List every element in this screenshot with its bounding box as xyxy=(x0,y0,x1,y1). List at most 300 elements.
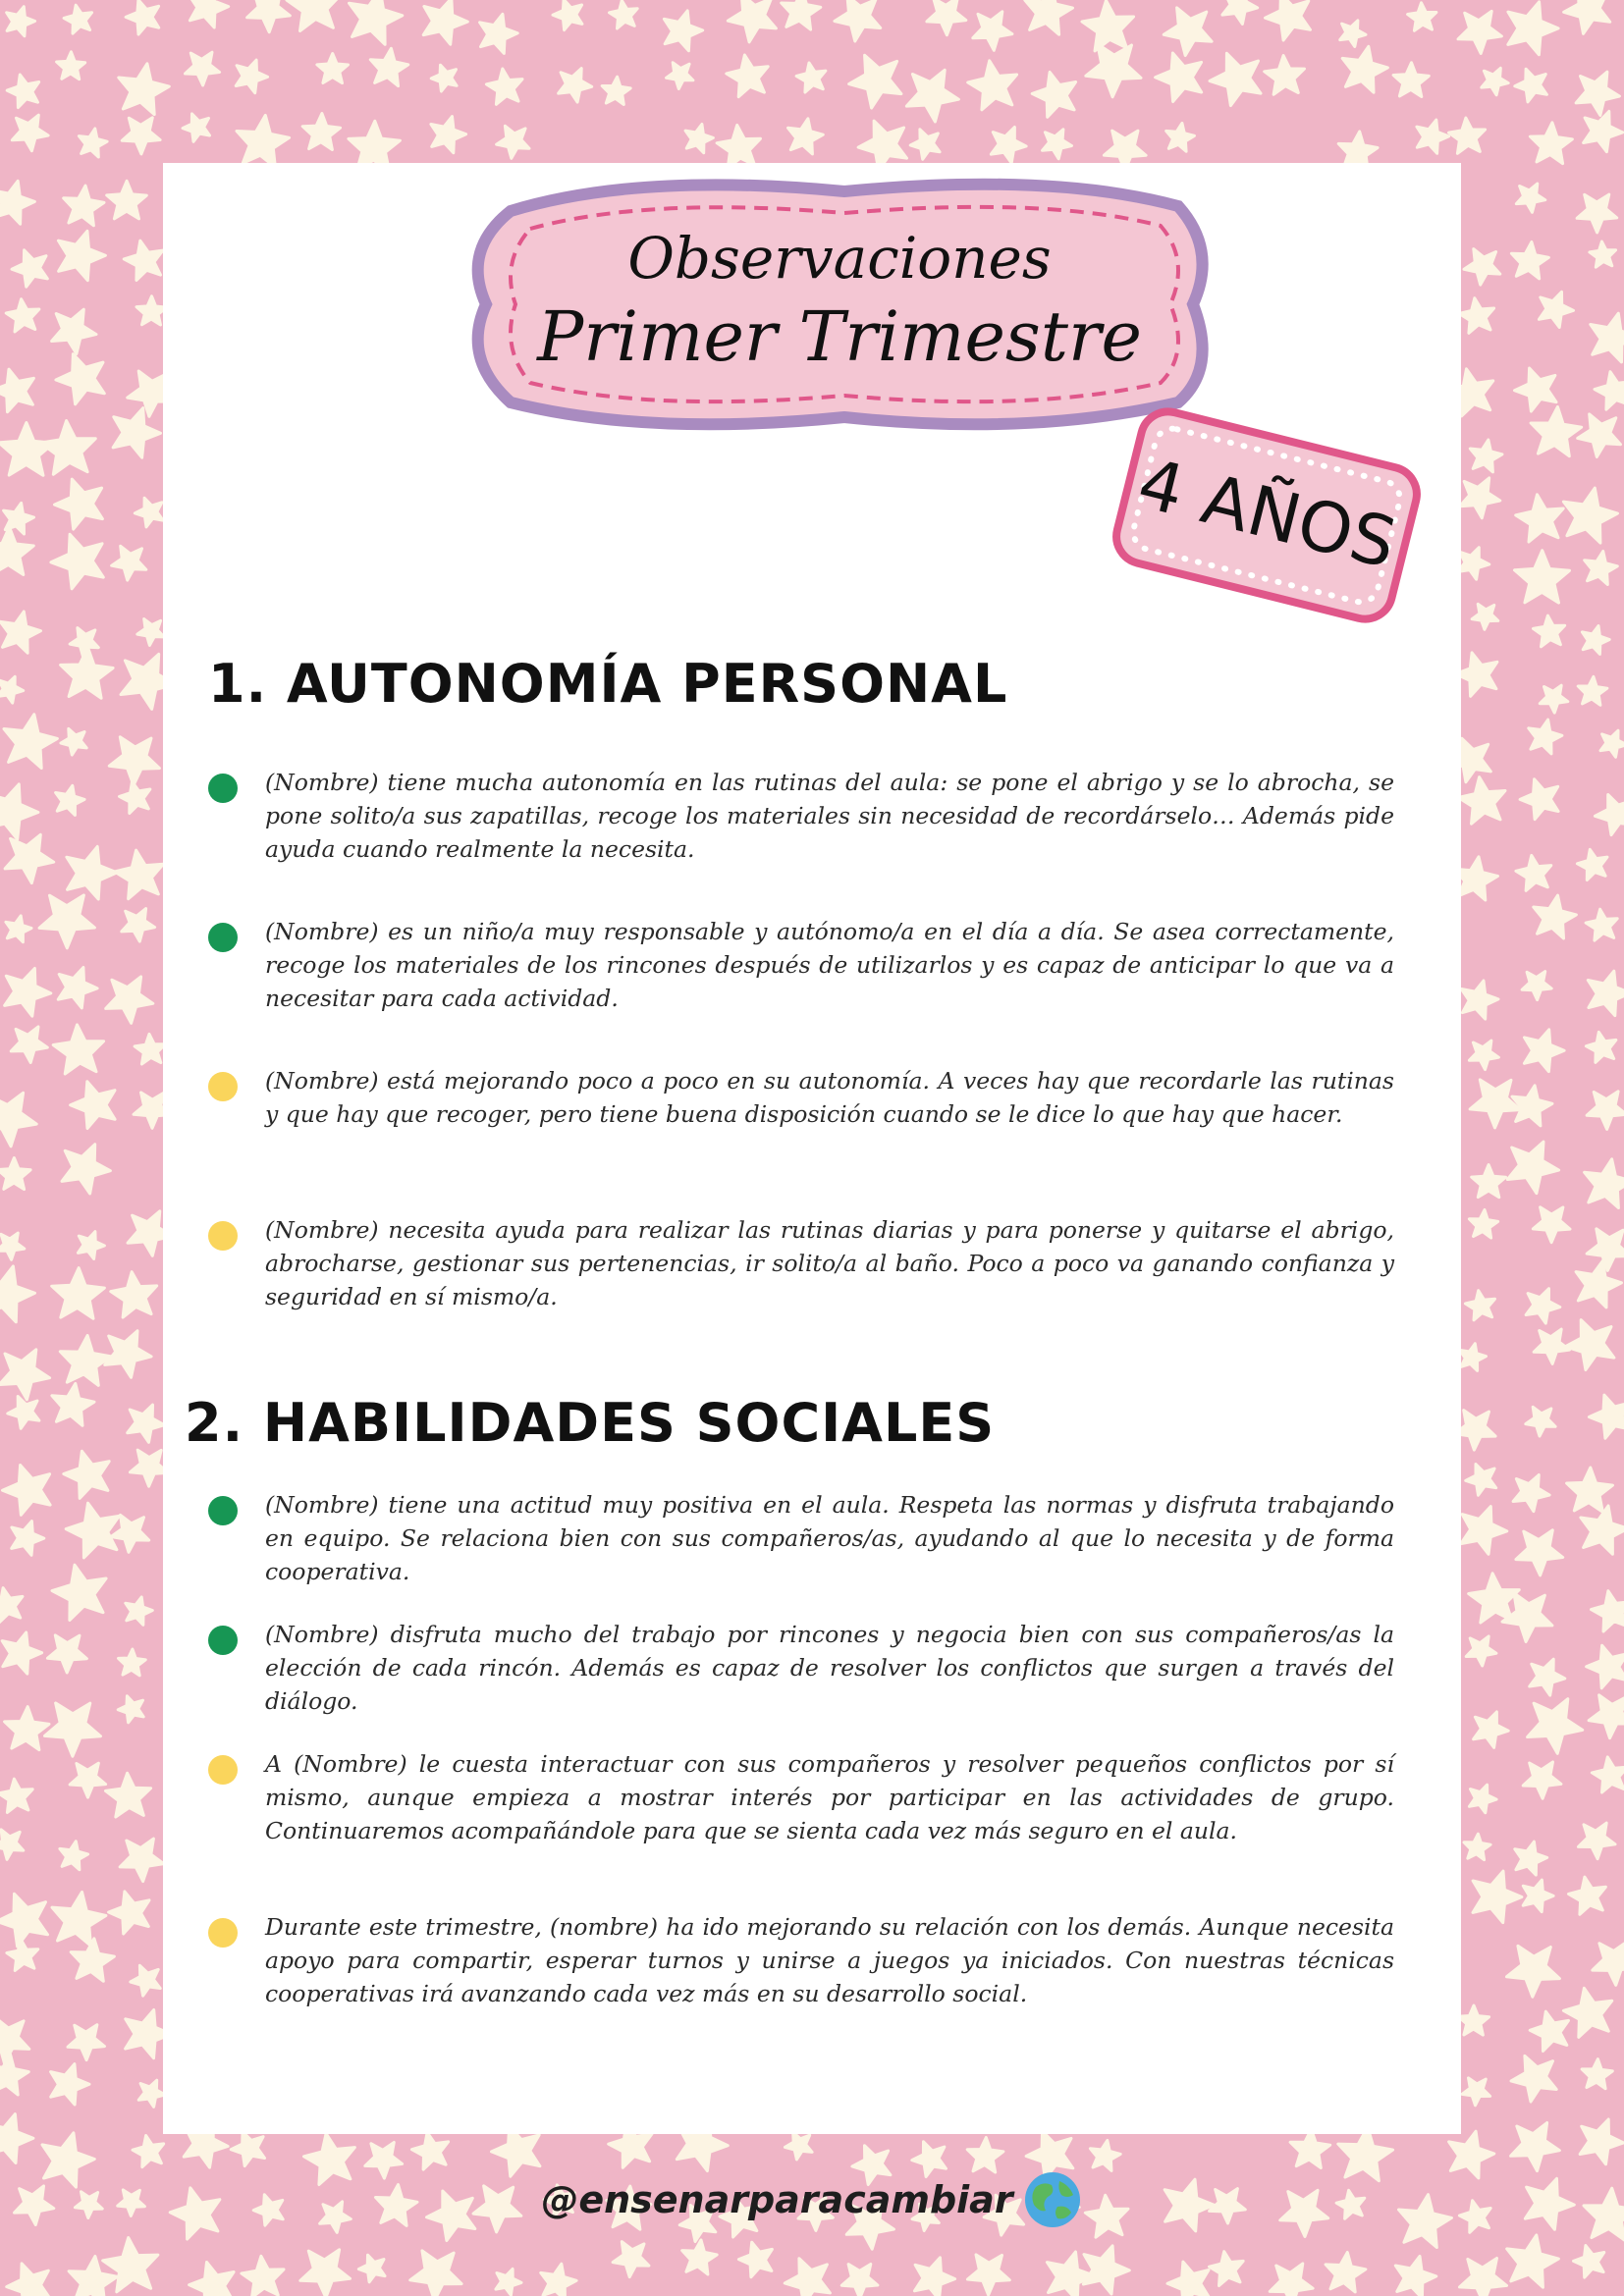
star-icon xyxy=(55,479,103,529)
star-icon xyxy=(1534,615,1565,647)
title-line-2: Primer Trimestre xyxy=(537,296,1142,377)
star-icon xyxy=(1534,895,1577,938)
star-icon xyxy=(1592,1591,1624,1631)
star-icon xyxy=(358,2255,385,2282)
star-icon xyxy=(1511,242,1548,279)
star-icon xyxy=(1526,1289,1560,1323)
social-handle[interactable]: @ensenarparacambiar xyxy=(541,2178,1013,2221)
star-icon xyxy=(0,1894,48,1947)
star-icon xyxy=(79,129,107,157)
star-icon xyxy=(124,240,163,280)
star-icon xyxy=(667,63,693,89)
star-icon xyxy=(1587,1645,1624,1688)
star-icon xyxy=(71,1939,114,1982)
star-icon xyxy=(0,1350,50,1400)
star-icon xyxy=(113,408,160,458)
star-icon xyxy=(1523,1762,1561,1798)
star-icon xyxy=(1520,779,1558,820)
star-icon xyxy=(0,181,34,224)
star-icon xyxy=(1460,2259,1507,2296)
star-icon xyxy=(1581,1506,1624,1554)
star-icon xyxy=(1515,551,1570,603)
star-icon xyxy=(236,60,267,93)
star-icon xyxy=(8,1397,39,1429)
star-icon xyxy=(1528,1699,1583,1754)
star-icon xyxy=(1582,626,1609,655)
star-icon xyxy=(1595,372,1624,410)
star-icon xyxy=(118,1696,143,1723)
star-icon xyxy=(1460,478,1500,518)
star-icon xyxy=(4,715,57,769)
star-icon xyxy=(1083,2246,1129,2294)
star-icon xyxy=(62,1145,110,1194)
star-icon xyxy=(302,114,340,150)
star-icon xyxy=(7,75,39,108)
star-icon xyxy=(1210,2252,1244,2286)
star-icon xyxy=(122,118,160,154)
star-icon xyxy=(0,2114,33,2163)
star-icon xyxy=(126,1597,153,1625)
star-icon xyxy=(0,676,24,703)
star-icon xyxy=(1469,1041,1498,1070)
star-icon xyxy=(0,423,54,476)
star-icon xyxy=(431,117,466,153)
star-icon xyxy=(835,0,881,41)
item-text: (Nombre) tiene mucha autonomía en las rutinas del aula: se pone el abrigo y se lo abrocha, se pone solito/a sus zapatillas, recoge los materiales sin necesidad de recordárselo… Además pide ayuda cuando realmente la necesita. xyxy=(265,769,1394,863)
star-icon xyxy=(1539,292,1573,327)
star-icon xyxy=(1395,2256,1436,2296)
green-dot-icon xyxy=(208,774,238,803)
section-heading-autonomia: 1. AUTONOMÍA PERSONAL xyxy=(208,653,1008,715)
star-icon xyxy=(497,126,529,158)
star-icon xyxy=(685,125,713,153)
star-icon xyxy=(7,2264,50,2296)
star-icon xyxy=(1164,8,1212,56)
star-icon xyxy=(186,52,220,85)
star-icon xyxy=(71,1082,116,1129)
star-icon xyxy=(682,2240,718,2274)
star-icon xyxy=(1449,118,1486,153)
star-icon xyxy=(1464,1834,1490,1859)
star-icon xyxy=(0,1266,35,1322)
star-icon xyxy=(1513,1475,1549,1512)
star-icon xyxy=(1507,1946,1560,1997)
star-icon xyxy=(906,70,958,122)
star-icon xyxy=(0,2017,29,2062)
star-icon xyxy=(12,115,48,151)
item-text: (Nombre) tiene una actitud muy positiva en el aula. Respeta las normas y disfruta trabajando en equipo. Se relaciona bien con sus compañeros/as, ayudando al que lo necesita y de forma cooperativa. xyxy=(265,1491,1394,1585)
star-icon xyxy=(1565,1320,1614,1370)
star-icon xyxy=(1600,730,1624,757)
star-icon xyxy=(1592,1757,1624,1792)
star-icon xyxy=(1515,69,1547,102)
star-icon xyxy=(1531,406,1582,455)
star-icon xyxy=(1587,1229,1624,1271)
star-icon xyxy=(1589,1395,1624,1438)
star-icon xyxy=(0,1830,24,1859)
star-icon xyxy=(107,181,147,219)
star-icon xyxy=(6,916,31,942)
star-icon xyxy=(1530,2011,1568,2051)
star-icon xyxy=(52,1565,106,1620)
star-icon xyxy=(51,534,103,589)
star-icon xyxy=(60,1336,111,1386)
green-dot-icon xyxy=(208,1496,238,1525)
star-icon xyxy=(1459,298,1494,334)
star-icon xyxy=(1464,249,1500,286)
star-icon xyxy=(1524,1030,1564,1072)
star-icon xyxy=(1576,1260,1621,1308)
star-icon xyxy=(991,128,1026,164)
star-icon xyxy=(119,64,170,115)
star-icon xyxy=(717,125,760,167)
star-icon xyxy=(1587,1092,1624,1130)
star-icon xyxy=(738,2242,772,2277)
star-icon xyxy=(1523,1880,1553,1912)
star-icon xyxy=(189,2263,235,2296)
star-icon xyxy=(968,61,1017,110)
star-icon xyxy=(1472,604,1498,629)
star-icon xyxy=(56,785,85,815)
globe-icon xyxy=(1022,2169,1083,2230)
star-icon xyxy=(1511,2056,1556,2102)
star-icon xyxy=(1578,676,1607,705)
star-icon xyxy=(1530,123,1572,164)
star-icon xyxy=(1082,0,1134,51)
star-icon xyxy=(115,850,164,899)
star-icon xyxy=(1025,0,1073,34)
star-icon xyxy=(1589,1695,1624,1738)
star-icon xyxy=(53,1025,103,1074)
star-icon xyxy=(103,2238,158,2292)
star-icon xyxy=(1461,981,1498,1019)
star-icon xyxy=(1595,795,1624,835)
star-icon xyxy=(410,2251,461,2296)
yellow-dot-icon xyxy=(208,1221,238,1251)
star-icon xyxy=(122,909,155,942)
star-icon xyxy=(1563,1988,1611,2037)
star-icon xyxy=(1530,1659,1565,1695)
star-icon xyxy=(1469,1209,1497,1238)
star-icon xyxy=(610,0,638,28)
item-text: (Nombre) disfruta mucho del trabajo por rincones y negocia bien con sus compañeros/as la elección de cada rincón. Además es capaz de resolver los conflictos que surgen a través del diálogo. xyxy=(265,1621,1394,1715)
star-icon xyxy=(1458,11,1501,53)
star-icon xyxy=(1591,313,1624,362)
star-icon xyxy=(1578,1823,1615,1859)
star-icon xyxy=(1326,2253,1366,2292)
star-icon xyxy=(1512,1086,1552,1126)
item-text: (Nombre) está mejorando poco a poco en su autonomía. A veces hay que recordarle las rutinas y que hay que recoger, pero tiene buena disposición cuando se le dice lo que hay que hacer. xyxy=(265,1067,1394,1128)
star-icon xyxy=(1473,1871,1522,1923)
star-icon xyxy=(1459,1344,1486,1371)
star-icon xyxy=(1576,72,1619,115)
star-icon xyxy=(1516,1530,1563,1575)
star-icon xyxy=(849,55,901,108)
star-icon xyxy=(370,48,408,85)
star-icon xyxy=(664,11,702,51)
yellow-dot-icon xyxy=(208,1072,238,1101)
star-icon xyxy=(45,1703,101,1756)
star-icon xyxy=(411,2132,448,2169)
star-icon xyxy=(1458,777,1505,825)
title-banner xyxy=(461,172,1218,437)
star-icon xyxy=(0,1158,30,1190)
star-icon xyxy=(109,1892,149,1934)
star-icon xyxy=(788,119,824,154)
star-icon xyxy=(56,354,104,404)
star-icon xyxy=(120,781,150,813)
star-icon xyxy=(1564,0,1610,33)
star-icon xyxy=(1522,972,1551,1000)
star-icon xyxy=(1516,855,1551,890)
star-icon xyxy=(1586,1032,1616,1062)
star-icon xyxy=(1470,440,1502,472)
star-icon xyxy=(52,309,96,353)
star-icon xyxy=(1466,1465,1496,1496)
star-icon xyxy=(486,69,522,104)
star-icon xyxy=(58,231,105,280)
star-icon xyxy=(11,1027,47,1063)
star-icon xyxy=(1515,1842,1547,1875)
star-icon xyxy=(128,1405,165,1442)
star-icon xyxy=(2,1632,41,1674)
star-icon xyxy=(973,12,1012,51)
star-icon xyxy=(133,2136,164,2167)
star-icon xyxy=(1290,2129,1330,2168)
star-icon xyxy=(106,977,153,1023)
star-icon xyxy=(105,1331,151,1378)
star-icon xyxy=(613,2242,649,2277)
star-icon xyxy=(6,299,39,332)
item-text: A (Nombre) le cuesta interactuar con sus compañeros y resolver pequeños conflictos por sí mismo, aunque empieza a mostrar interés por participar en las actividades de grupo. Continuaremos acompañándole para que se sienta cada vez más seguro en el aula. xyxy=(265,1750,1394,1844)
star-icon xyxy=(120,1839,164,1882)
star-icon xyxy=(1210,53,1261,105)
star-icon xyxy=(1577,194,1617,233)
star-icon xyxy=(52,1383,94,1425)
star-icon xyxy=(541,2264,576,2296)
star-icon xyxy=(1461,1507,1507,1555)
star-icon xyxy=(1508,2,1558,55)
star-icon xyxy=(1474,1712,1509,1748)
star-icon xyxy=(423,0,467,44)
star-icon xyxy=(967,2138,1003,2173)
star-icon xyxy=(64,1451,109,1498)
star-icon xyxy=(553,0,582,30)
star-icon xyxy=(189,0,229,27)
star-icon xyxy=(1466,1636,1496,1666)
star-icon xyxy=(431,65,457,91)
star-icon xyxy=(1515,368,1557,411)
star-icon xyxy=(1516,184,1545,212)
star-icon xyxy=(1458,548,1489,580)
star-icon xyxy=(728,0,776,42)
green-dot-icon xyxy=(208,1626,238,1655)
star-icon xyxy=(1472,1165,1506,1198)
star-icon xyxy=(1342,46,1387,92)
star-icon xyxy=(1582,2059,1612,2089)
star-icon xyxy=(68,2025,105,2060)
star-icon xyxy=(1563,488,1617,543)
star-icon xyxy=(1462,2078,1490,2106)
item-text: (Nombre) es un niño/a muy responsable y autónomo/a en el día a día. Se asea correctamente, recoge los materiales de los rincones después de utilizarlos y es capaz de anticipar lo que va a necesitar para cada actividad. xyxy=(265,918,1394,1012)
star-icon xyxy=(183,114,210,141)
star-icon xyxy=(12,1522,44,1556)
star-icon xyxy=(111,1272,157,1317)
item-text: Durante este trimestre, (nombre) ha ido mejorando su relación con los demás. Aunque necesita apoyo para compartir, esperar turnos y unirse a juegos ya iniciados. Con nuestras técnicas cooperativas irá avanzando cada vez más en su desarrollo social. xyxy=(265,1913,1394,2007)
star-icon xyxy=(1408,3,1436,31)
footer xyxy=(0,2169,1624,2230)
star-icon xyxy=(106,1773,151,1817)
star-icon xyxy=(0,1779,32,1812)
star-icon xyxy=(1417,120,1449,153)
yellow-dot-icon xyxy=(208,1755,238,1785)
star-icon xyxy=(237,115,290,167)
star-icon xyxy=(112,546,146,580)
star-icon xyxy=(1574,2246,1604,2278)
star-icon xyxy=(0,612,40,653)
star-icon xyxy=(39,895,94,948)
star-icon xyxy=(1580,2119,1623,2164)
star-icon xyxy=(0,527,33,575)
star-icon xyxy=(1265,56,1305,95)
age-label: 4 AÑOS xyxy=(1130,443,1404,585)
star-icon xyxy=(137,619,164,646)
yellow-dot-icon xyxy=(208,1918,238,1948)
star-icon xyxy=(64,186,104,226)
title-line-1: Observaciones xyxy=(627,225,1052,292)
star-icon xyxy=(727,55,768,97)
star-icon xyxy=(1032,72,1075,117)
star-icon xyxy=(119,1649,146,1676)
star-icon xyxy=(496,2269,521,2295)
star-icon xyxy=(3,1466,51,1516)
star-icon xyxy=(317,54,349,83)
star-icon xyxy=(782,0,821,29)
star-icon xyxy=(47,1635,86,1673)
star-icon xyxy=(1167,2262,1209,2296)
star-icon xyxy=(1577,849,1607,880)
star-icon xyxy=(1270,2264,1313,2296)
star-icon xyxy=(7,1940,38,1971)
star-icon xyxy=(1585,552,1618,585)
star-icon xyxy=(131,1965,160,1996)
section-heading-habilidades: 2. HABILIDADES SOCIALES xyxy=(185,1392,996,1454)
star-icon xyxy=(1458,2005,1489,2035)
star-icon xyxy=(1529,720,1562,754)
star-icon xyxy=(78,1232,104,1259)
item-text: (Nombre) necesita ayuda para realizar las rutinas diarias y para ponerse y quitarse el abrigo, abrocharse, gestionar sus pertenencias, ir solito/a al baño. Poco a poco va ganando confianza y seguridad en sí mismo/a. xyxy=(265,1216,1394,1310)
star-icon xyxy=(1578,414,1621,457)
star-icon xyxy=(0,1093,36,1147)
star-icon xyxy=(40,421,95,475)
star-icon xyxy=(1469,1785,1496,1813)
star-icon xyxy=(559,69,592,103)
star-icon xyxy=(1567,1468,1613,1512)
star-icon xyxy=(67,846,117,899)
star-icon xyxy=(1585,1159,1624,1208)
star-icon xyxy=(1507,2235,1559,2287)
star-icon xyxy=(1166,123,1195,151)
star-icon xyxy=(57,52,85,80)
star-icon xyxy=(1569,1877,1606,1914)
star-icon xyxy=(61,648,114,699)
star-icon xyxy=(927,0,966,35)
star-icon xyxy=(5,1707,49,1750)
star-icon xyxy=(231,2131,264,2165)
star-icon xyxy=(66,1503,119,1558)
star-icon xyxy=(841,2265,878,2296)
star-icon xyxy=(1507,1142,1558,1194)
star-icon xyxy=(0,784,38,839)
star-icon xyxy=(350,0,403,44)
star-icon xyxy=(5,969,51,1017)
star-icon xyxy=(52,1892,106,1946)
star-icon xyxy=(58,968,97,1009)
star-icon xyxy=(1043,130,1072,159)
star-icon xyxy=(1584,111,1623,151)
star-icon xyxy=(1526,1407,1555,1436)
star-icon xyxy=(64,5,92,33)
star-icon xyxy=(1454,857,1497,900)
star-icon xyxy=(70,1763,106,1797)
star-icon xyxy=(247,0,291,32)
star-icon xyxy=(135,1034,165,1064)
star-icon xyxy=(1393,63,1429,97)
star-icon xyxy=(1090,2140,1120,2170)
star-icon xyxy=(1590,241,1616,267)
star-icon xyxy=(1222,0,1258,25)
star-icon xyxy=(1340,21,1366,47)
star-icon xyxy=(1516,495,1564,542)
star-icon xyxy=(1266,0,1311,40)
star-icon xyxy=(1465,1291,1494,1320)
star-icon xyxy=(138,2080,165,2107)
star-icon xyxy=(0,1233,25,1259)
star-icon xyxy=(1586,909,1617,940)
star-icon xyxy=(1470,1080,1520,1128)
star-icon xyxy=(1533,1207,1570,1243)
star-icon xyxy=(1593,1942,1624,1985)
star-icon xyxy=(1588,971,1624,1015)
star-icon xyxy=(109,737,159,785)
star-icon xyxy=(60,1842,88,1870)
star-icon xyxy=(602,77,630,104)
star-icon xyxy=(914,2258,954,2296)
star-icon xyxy=(785,2132,812,2160)
star-icon xyxy=(242,2256,284,2296)
star-icon xyxy=(61,728,86,755)
star-icon xyxy=(785,2259,830,2296)
star-icon xyxy=(480,14,518,53)
star-icon xyxy=(7,7,35,36)
star-icon xyxy=(1482,68,1508,94)
star-icon xyxy=(287,0,341,31)
star-icon xyxy=(796,63,826,92)
star-icon xyxy=(51,2064,89,2105)
star-icon xyxy=(1540,685,1568,713)
star-icon xyxy=(12,250,47,287)
star-icon xyxy=(135,498,163,527)
green-dot-icon xyxy=(208,923,238,952)
star-icon xyxy=(0,1588,23,1623)
star-icon xyxy=(52,1268,105,1319)
star-icon xyxy=(300,2250,351,2296)
star-icon xyxy=(5,834,54,882)
star-icon xyxy=(1455,653,1497,696)
star-icon xyxy=(126,0,159,34)
star-icon xyxy=(1156,53,1202,102)
star-icon xyxy=(967,2255,1009,2295)
